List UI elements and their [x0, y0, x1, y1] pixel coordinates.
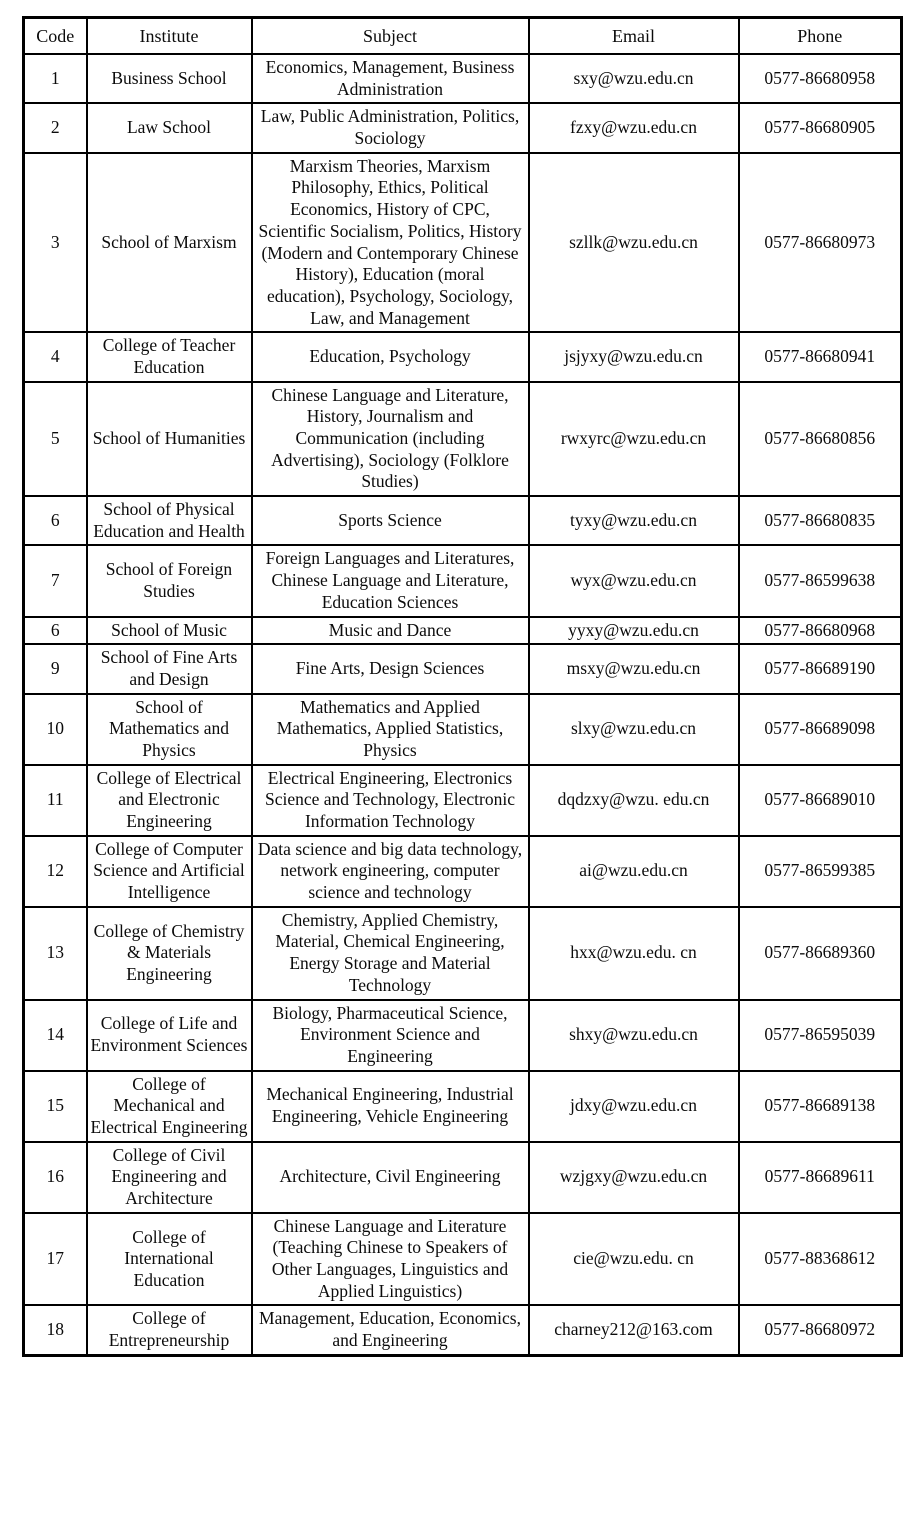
cell-email: hxx@wzu.edu. cn	[529, 907, 739, 1000]
cell-code: 1	[24, 54, 87, 103]
table-row	[24, 382, 902, 496]
cell-institute: School of Foreign Studies	[87, 545, 252, 616]
cell-email: charney212@163.com	[529, 1305, 739, 1355]
cell-email: rwxyrc@wzu.edu.cn	[529, 382, 739, 496]
cell-institute: College of Mechanical and Electrical Engineering	[87, 1071, 252, 1142]
table-row	[24, 1305, 902, 1355]
cell-code: 17	[24, 1213, 87, 1306]
table-row	[24, 1071, 902, 1142]
column-header-institute: Institute	[87, 18, 252, 55]
cell-code: 6	[24, 496, 87, 545]
cell-code: 3	[24, 153, 87, 333]
watermark-overlay-secondary	[640, 1478, 705, 1528]
table-row	[24, 545, 902, 616]
cell-email: shxy@wzu.edu.cn	[529, 1000, 739, 1071]
cell-phone: 0577-86680958	[739, 54, 902, 103]
cell-code: 4	[24, 332, 87, 381]
table-row	[24, 332, 902, 381]
institute-contact-table	[22, 16, 903, 1357]
cell-subject: Sports Science	[252, 496, 529, 545]
cell-code: 6	[24, 617, 87, 645]
cell-subject: Chemistry, Applied Chemistry, Material, Chemical Engineering, Energy Storage and Material Technology	[252, 907, 529, 1000]
cell-subject: Music and Dance	[252, 617, 529, 645]
cell-phone: 0577-86689190	[739, 644, 902, 693]
cell-email: sxy@wzu.edu.cn	[529, 54, 739, 103]
cell-phone: 0577-86689098	[739, 694, 902, 765]
table-row	[24, 54, 902, 103]
cell-phone: 0577-86689010	[739, 765, 902, 836]
cell-code: 16	[24, 1142, 87, 1213]
cell-subject: Architecture, Civil Engineering	[252, 1142, 529, 1213]
cell-subject: Education, Psychology	[252, 332, 529, 381]
watermark-overlay	[670, 1448, 920, 1532]
cell-subject: Law, Public Administration, Politics, Sociology	[252, 103, 529, 152]
cell-institute: College of Computer Science and Artificial Intelligence	[87, 836, 252, 907]
cell-subject: Management, Education, Economics, and Engineering	[252, 1305, 529, 1355]
cell-email: tyxy@wzu.edu.cn	[529, 496, 739, 545]
column-header-code: Code	[24, 18, 87, 55]
cell-institute: College of Teacher Education	[87, 332, 252, 381]
table-row	[24, 617, 902, 645]
cell-institute: College of Electrical and Electronic Engineering	[87, 765, 252, 836]
cell-subject: Fine Arts, Design Sciences	[252, 644, 529, 693]
cell-phone: 0577-86680905	[739, 103, 902, 152]
table-row	[24, 1142, 902, 1213]
cell-institute: School of Physical Education and Health	[87, 496, 252, 545]
column-header-email: Email	[529, 18, 739, 55]
cell-phone: 0577-86680856	[739, 382, 902, 496]
cell-code: 13	[24, 907, 87, 1000]
table-row	[24, 496, 902, 545]
table-row	[24, 1213, 902, 1306]
cell-phone: 0577-86680973	[739, 153, 902, 333]
column-header-phone: Phone	[739, 18, 902, 55]
cell-subject: Chinese Language and Literature (Teaching Chinese to Speakers of Other Languages, Linguistics and Applied Linguistics)	[252, 1213, 529, 1306]
cell-phone: 0577-86689138	[739, 1071, 902, 1142]
cell-institute: School of Fine Arts and Design	[87, 644, 252, 693]
cell-email: fzxy@wzu.edu.cn	[529, 103, 739, 152]
cell-phone: 0577-86680835	[739, 496, 902, 545]
cell-code: 14	[24, 1000, 87, 1071]
cell-email: wzjgxy@wzu.edu.cn	[529, 1142, 739, 1213]
cell-email: slxy@wzu.edu.cn	[529, 694, 739, 765]
cell-code: 7	[24, 545, 87, 616]
cell-code: 9	[24, 644, 87, 693]
table-row	[24, 153, 902, 333]
cell-code: 11	[24, 765, 87, 836]
cell-institute: College of Life and Environment Sciences	[87, 1000, 252, 1071]
cell-email: jdxy@wzu.edu.cn	[529, 1071, 739, 1142]
table-header	[24, 18, 902, 55]
table-row	[24, 1000, 902, 1071]
cell-institute: College of Civil Engineering and Architecture	[87, 1142, 252, 1213]
cell-phone: 0577-86680972	[739, 1305, 902, 1355]
cell-phone: 0577-86689611	[739, 1142, 902, 1213]
cell-code: 2	[24, 103, 87, 152]
cell-phone: 0577-86680968	[739, 617, 902, 645]
cell-institute: Business School	[87, 54, 252, 103]
cell-subject: Mechanical Engineering, Industrial Engineering, Vehicle Engineering	[252, 1071, 529, 1142]
cell-subject: Electrical Engineering, Electronics Science and Technology, Electronic Information Technology	[252, 765, 529, 836]
column-header-subject: Subject	[252, 18, 529, 55]
cell-subject: Chinese Language and Literature, History, Journalism and Communication (including Advertising), Sociology (Folklore Studies)	[252, 382, 529, 496]
cell-email: szllk@wzu.edu.cn	[529, 153, 739, 333]
cell-code: 12	[24, 836, 87, 907]
table-body	[24, 54, 902, 1355]
cell-subject: Foreign Languages and Literatures, Chinese Language and Literature, Education Sciences	[252, 545, 529, 616]
cell-email: jsjyxy@wzu.edu.cn	[529, 332, 739, 381]
cell-phone: 0577-86599385	[739, 836, 902, 907]
cell-code: 15	[24, 1071, 87, 1142]
cell-subject: Economics, Management, Business Administration	[252, 54, 529, 103]
cell-institute: School of Music	[87, 617, 252, 645]
cell-institute: School of Humanities	[87, 382, 252, 496]
cell-subject: Data science and big data technology, network engineering, computer science and technology	[252, 836, 529, 907]
cell-email: wyx@wzu.edu.cn	[529, 545, 739, 616]
cell-email: yyxy@wzu.edu.cn	[529, 617, 739, 645]
cell-email: ai@wzu.edu.cn	[529, 836, 739, 907]
cell-phone: 0577-86689360	[739, 907, 902, 1000]
cell-subject: Mathematics and Applied Mathematics, Applied Statistics, Physics	[252, 694, 529, 765]
cell-phone: 0577-86680941	[739, 332, 902, 381]
cell-institute: College of Chemistry & Materials Engineering	[87, 907, 252, 1000]
cell-institute: School of Mathematics and Physics	[87, 694, 252, 765]
institute-contact-table-container	[22, 16, 900, 1357]
cell-code: 18	[24, 1305, 87, 1355]
cell-code: 5	[24, 382, 87, 496]
table-row	[24, 694, 902, 765]
cell-email: msxy@wzu.edu.cn	[529, 644, 739, 693]
table-row	[24, 836, 902, 907]
cell-institute: College of International Education	[87, 1213, 252, 1306]
table-row	[24, 644, 902, 693]
cell-code: 10	[24, 694, 87, 765]
cell-institute: College of Entrepreneurship	[87, 1305, 252, 1355]
cell-phone: 0577-88368612	[739, 1213, 902, 1306]
table-row	[24, 907, 902, 1000]
cell-email: cie@wzu.edu. cn	[529, 1213, 739, 1306]
cell-phone: 0577-86599638	[739, 545, 902, 616]
cell-subject: Marxism Theories, Marxism Philosophy, Ethics, Political Economics, History of CPC, Scientific Socialism, Politics, History (Modern and Contemporary Chinese History), Education (moral education), Psychology, Sociology, Law, and Management	[252, 153, 529, 333]
cell-institute: Law School	[87, 103, 252, 152]
table-row	[24, 103, 902, 152]
cell-institute: School of Marxism	[87, 153, 252, 333]
table-row	[24, 765, 902, 836]
header-row	[24, 18, 902, 55]
cell-subject: Biology, Pharmaceutical Science, Environment Science and Engineering	[252, 1000, 529, 1071]
cell-phone: 0577-86595039	[739, 1000, 902, 1071]
cell-email: dqdzxy@wzu. edu.cn	[529, 765, 739, 836]
